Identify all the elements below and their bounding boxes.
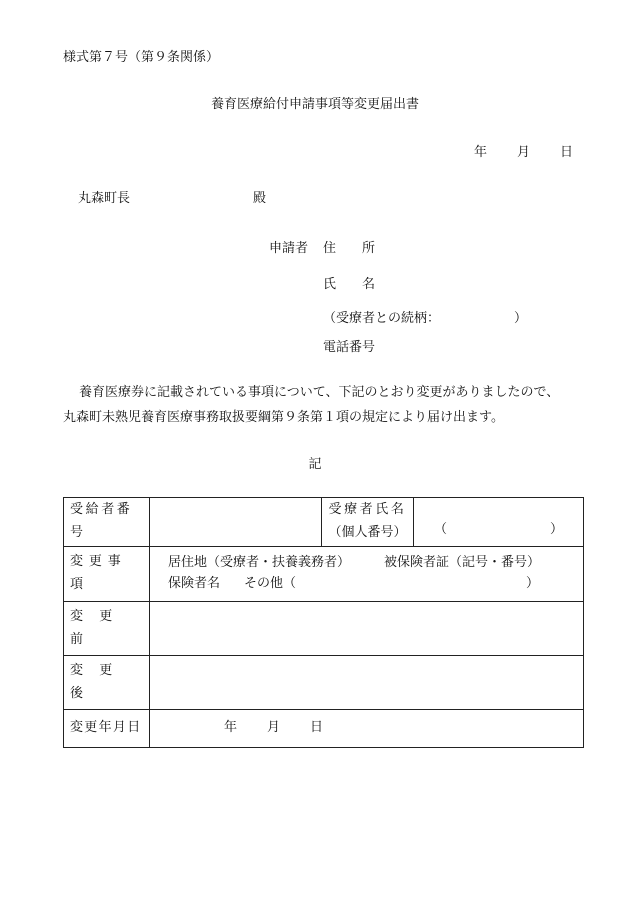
change-date-month: 月	[267, 720, 281, 736]
before-label: 変更前	[70, 608, 129, 647]
change-options-line-2	[156, 574, 577, 595]
after-row	[64, 656, 584, 710]
change-items-row	[64, 547, 584, 602]
after-label-cell	[64, 656, 150, 710]
relationship-close: ）	[514, 311, 528, 326]
change-date-year: 年	[224, 720, 238, 736]
change-date-label: 変更年月日	[70, 720, 142, 736]
recipient-number-label-cell	[64, 498, 150, 547]
option-insurance-card[interactable]: 被保険者証（記号・番号）	[384, 555, 541, 571]
change-date-label-cell	[64, 710, 150, 748]
before-label-cell	[64, 602, 150, 656]
change-items-label-cell	[64, 547, 150, 602]
date-day-label: 日	[560, 145, 574, 160]
change-date-row	[64, 710, 584, 748]
applicant-address-label: 住 所	[323, 241, 376, 256]
recipient-name-label: 受療者氏名	[328, 502, 407, 518]
change-date-day: 日	[310, 720, 324, 736]
recipient-number-label: 受給者番号	[70, 502, 133, 540]
recipient-name-field[interactable]	[414, 498, 584, 547]
addressee-honorific: 殿	[253, 191, 267, 206]
date-month-label: 月	[517, 145, 531, 160]
change-details-table	[63, 497, 584, 748]
option-residence[interactable]: 居住地（受療者・扶養義務者）	[168, 555, 351, 571]
after-field[interactable]	[150, 656, 584, 710]
option-other-close: ）	[526, 576, 540, 591]
personal-number-close: ）	[549, 522, 563, 538]
applicant-name-label: 氏 名	[323, 277, 376, 292]
addressee-name: 丸森町長	[78, 191, 131, 206]
after-label: 変更後	[70, 662, 129, 701]
change-options-line-1	[156, 553, 577, 574]
change-date-field[interactable]	[150, 710, 584, 748]
relationship-line	[323, 312, 527, 325]
option-insurer-name[interactable]: 保険者名	[168, 576, 221, 591]
personal-number-field[interactable]	[420, 519, 577, 542]
relationship-open: （受療者との続柄：	[323, 311, 441, 326]
body-line-2: 丸森町未熟児養育医療事務取扱要綱第９条第１項の規定により届け出ます。	[63, 410, 504, 425]
recipient-name-label-cell	[322, 498, 414, 547]
before-row	[64, 602, 584, 656]
option-other[interactable]: その他（	[244, 576, 297, 591]
recipient-row	[64, 498, 584, 547]
recipient-number-field[interactable]	[150, 498, 322, 547]
personal-number-label: （個人番号）	[328, 525, 407, 540]
applicant-phone-label: 電話番号	[323, 340, 376, 355]
submission-date	[474, 146, 573, 159]
body-line-1: 養育医療券に記載されている事項について、下記のとおり変更がありましたので、	[79, 385, 560, 400]
personal-number-open: （	[434, 522, 448, 538]
ki-heading: 記	[308, 457, 322, 472]
before-field[interactable]	[150, 602, 584, 656]
change-items-label: 変更事項	[70, 554, 127, 592]
date-year-label: 年	[474, 145, 488, 160]
applicant-role-label: 申請者	[269, 241, 309, 256]
change-items-options	[150, 547, 584, 602]
form-number: 様式第７号（第９条関係）	[63, 50, 220, 65]
document-title: 養育医療給付申請事項等変更届出書	[210, 97, 419, 112]
